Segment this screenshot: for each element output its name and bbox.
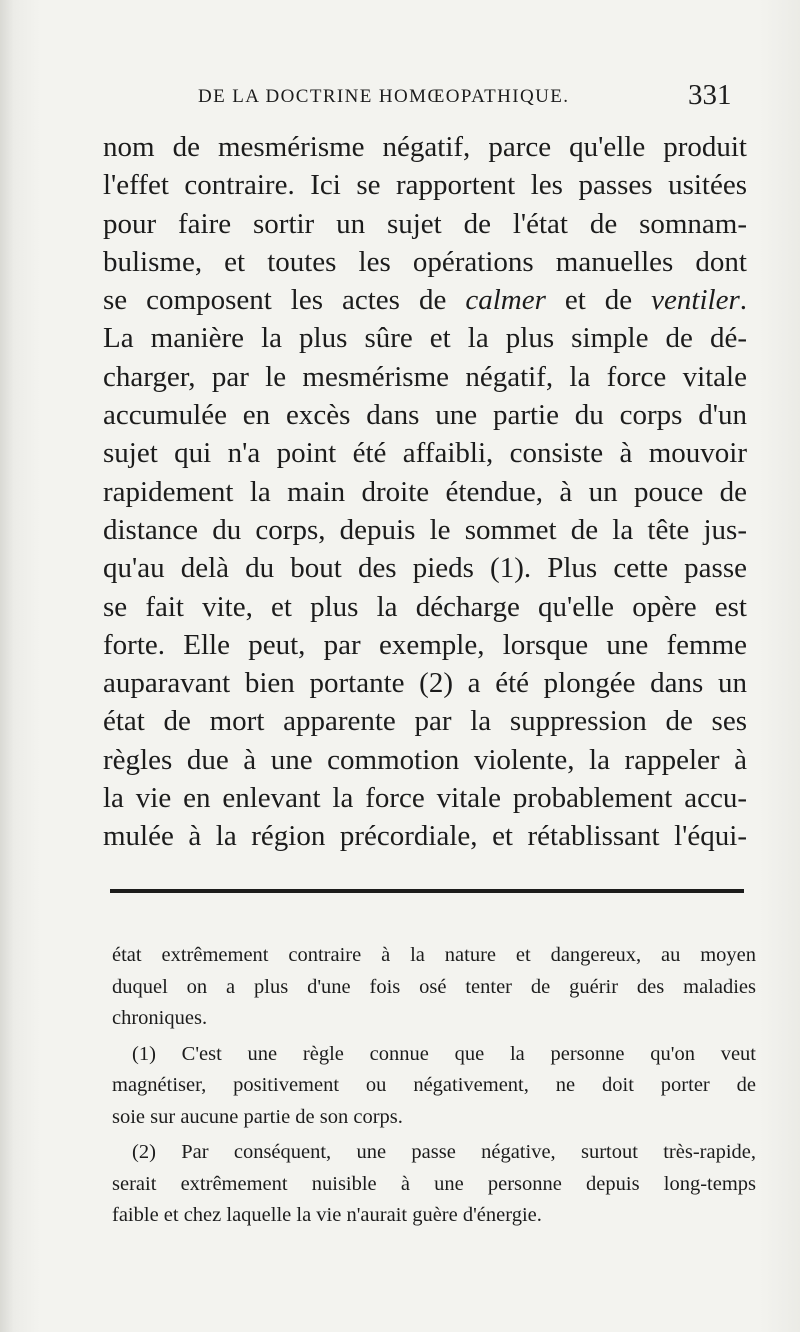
text-line: qu'au delà du bout des pieds (1). Plus cette passe	[103, 552, 747, 585]
footnote-line: état extrêmement contraire à la nature et dangereux, au moyen	[112, 944, 756, 966]
text-line: se fait vite, et plus la décharge qu'elle opère est	[103, 590, 747, 623]
running-head: DE LA DOCTRINE HOMŒOPATHIQUE.	[198, 86, 570, 107]
footnote-line: duquel on a plus d'une fois osé tenter de guérir des maladies	[112, 975, 756, 998]
text-line: mulée à la région précordiale, et rétablissant l'équi-	[103, 820, 747, 853]
main-text	[103, 128, 747, 856]
footnote-1-line: magnétiser, positivement ou négativement, ne doit porter de	[112, 1074, 756, 1096]
footnote-line: chroniques.	[112, 1007, 208, 1029]
text-line: règles due à une commotion violente, la rappeler à	[103, 743, 747, 776]
text-line: la vie en enlevant la force vitale probablement accu-	[103, 782, 747, 815]
text-line: bulisme, et toutes les opérations manuelles dont	[103, 245, 747, 278]
text-line: nom de mesmérisme négatif, parce qu'elle produit	[103, 131, 747, 163]
text-line: rapidement la main droite étendue, à un pouce de	[103, 475, 747, 508]
text-line: l'effet contraire. Ici se rapportent les passes usitées	[103, 169, 747, 202]
text-line: distance du corps, depuis le sommet de la tête jus-	[103, 513, 747, 546]
footnote-2-line: (2) Par conséquent, une passe négative, surtout très-rapide,	[132, 1141, 756, 1163]
footnote-2-line: faible et chez laquelle la vie n'aurait guère d'énergie.	[112, 1204, 542, 1226]
text-line: accumulée en excès dans une partie du corps d'un	[103, 399, 747, 432]
text-line: auparavant bien portante (2) a été plongée dans un	[103, 667, 747, 700]
page-number: 331	[688, 79, 732, 111]
footnotes	[112, 940, 756, 1232]
text-line: La manière la plus sûre et la plus simple de dé-	[103, 322, 747, 355]
text-line: état de mort apparente par la suppression de ses	[103, 705, 747, 738]
text-line: forte. Elle peut, par exemple, lorsque une femme	[103, 628, 747, 661]
text-line: pour faire sortir un sujet de l'état de somnam-	[103, 207, 747, 240]
footnote-1-line: (1) C'est une règle connue que la personne qu'on veut	[132, 1042, 756, 1065]
text-line: sujet qui n'a point été affaibli, consiste à mouvoir	[103, 437, 747, 470]
text-line: charger, par le mesmérisme négatif, la force vitale	[103, 360, 747, 393]
footnote-2-line: serait extrêmement nuisible à une personne depuis long-temps	[112, 1172, 756, 1195]
text-line: se composent les actes de calmer et de ventiler.	[103, 284, 747, 317]
footnote-1-line: soie sur aucune partie de son corps.	[112, 1105, 403, 1128]
footnote-separator-rule	[110, 889, 744, 893]
